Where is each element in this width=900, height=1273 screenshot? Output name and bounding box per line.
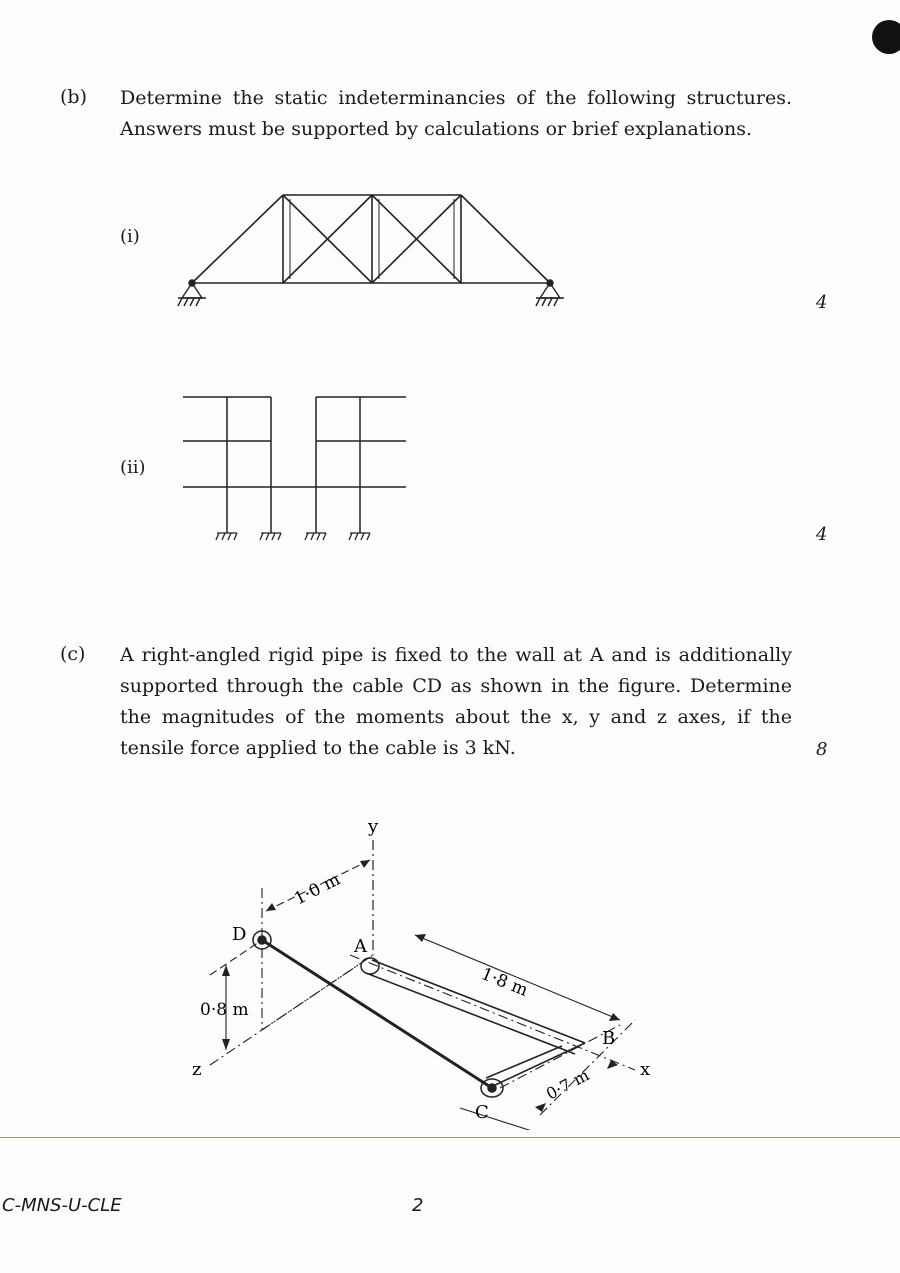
fixed-supports-icon	[216, 533, 370, 540]
pipe-cable-figure	[180, 810, 670, 1130]
part-b-label: (b)	[60, 86, 87, 108]
part-c-label: (c)	[60, 643, 86, 665]
dimension-0-7m: 0·7 m	[542, 1065, 593, 1104]
item-i-label: (i)	[120, 226, 140, 247]
truss-right-rafter	[461, 195, 550, 283]
footer-page-number: 2	[412, 1195, 424, 1216]
punch-hole-mark	[872, 20, 900, 54]
footer-paper-code: C-MNS-U-CLE	[2, 1195, 122, 1216]
part-c-question-text: A right-angled rigid pipe is fixed to the wall at A and is additionally supported through the cable CD as shown in the figure. Determine the magnitudes of the moments about the x, y and z axes, if the tensile force applied to the cable is 3 kN.	[120, 644, 792, 759]
truss-left-rafter	[192, 195, 283, 283]
point-c-label: C	[475, 1102, 489, 1123]
axis-y-label: y	[368, 816, 379, 837]
frame-diagram	[175, 390, 415, 550]
axis-z-label: z	[192, 1059, 202, 1080]
point-b-label: B	[602, 1028, 616, 1049]
truss-diagram	[170, 185, 580, 320]
part-c-marks: 8	[816, 739, 828, 760]
dimension-1-0m: 1·0 m	[291, 869, 344, 910]
footer-rule	[0, 1137, 900, 1138]
point-c-marker	[481, 1079, 503, 1097]
part-b-question-text: Determine the static indeterminancies of the following structures. Answers must be supported by calculations or brief explanations.	[120, 87, 792, 140]
point-a-label: A	[354, 936, 367, 957]
item-ii-marks: 4	[816, 524, 828, 545]
item-ii-label: (ii)	[120, 457, 146, 478]
item-i-marks: 4	[816, 292, 828, 313]
pin-support-right-icon	[536, 280, 564, 306]
dimension-0-8m: 0·8 m	[200, 1000, 249, 1020]
pin-support-left-icon	[178, 280, 206, 306]
axis-x-label: x	[640, 1059, 651, 1080]
point-d-label: D	[232, 924, 247, 945]
dimension-1-8m: 1·8 m	[478, 964, 531, 1001]
